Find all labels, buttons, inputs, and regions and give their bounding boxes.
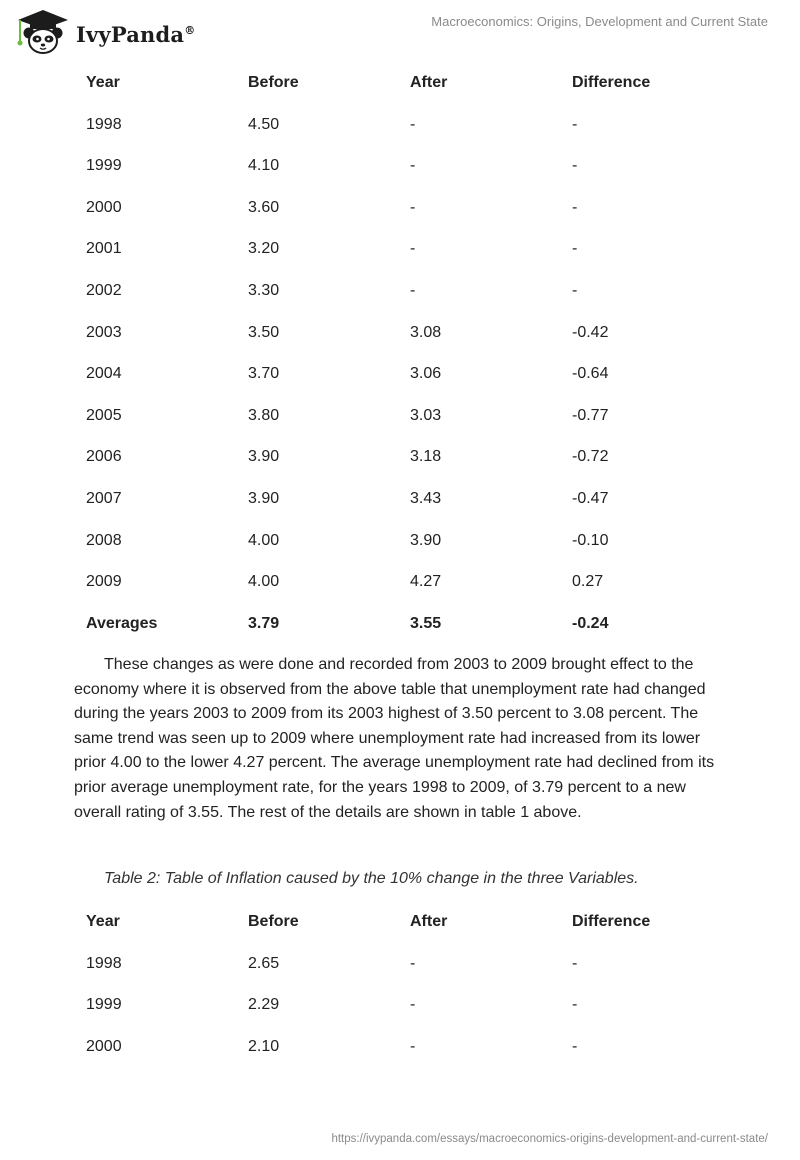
cell-difference: - [572,115,578,133]
column-header-year: Year [86,913,120,930]
cell-difference: - [572,954,578,972]
average-after: 3.55 [410,614,442,632]
column-header-difference: Difference [572,74,651,91]
table-row [86,228,766,270]
column-header-year: Year [86,74,120,91]
cell-before: 4.00 [248,573,280,591]
cell-year: 2008 [86,531,122,549]
cell-after: 3.03 [410,406,442,424]
table-row [86,561,766,603]
cell-before: 3.90 [248,448,280,466]
cell-after: 3.08 [410,323,442,341]
cell-after: - [410,954,416,972]
cell-year: 2004 [86,365,122,383]
cell-year: 2003 [86,323,122,341]
cell-before: 3.20 [248,240,280,258]
averages-row [86,603,766,645]
table-row [86,104,766,146]
averages-label: Averages [86,614,158,632]
cell-year: 2001 [86,240,122,258]
cell-difference: -0.72 [572,448,609,466]
table-row [86,395,766,437]
table-row [86,478,766,520]
cell-after: 3.18 [410,448,442,466]
table-header-row [86,62,766,104]
ivypanda-logo[interactable] [14,8,195,56]
cell-difference: -0.10 [572,531,609,549]
source-url[interactable]: https://ivypanda.com/essays/macroeconomics-origins-development-and-current-state/ [331,1133,768,1145]
table-row [86,520,766,562]
cell-before: 4.00 [248,531,280,549]
table-row [86,1026,766,1068]
logo-text: IvyPanda® [76,21,196,47]
cell-difference: -0.47 [572,489,609,507]
cell-difference: -0.77 [572,406,609,424]
column-header-before: Before [248,74,299,91]
cell-before: 2.10 [248,1037,280,1055]
average-before: 3.79 [248,614,280,632]
cell-difference: -0.64 [572,365,609,383]
cell-difference: - [572,1037,578,1055]
cell-before: 3.80 [248,406,280,424]
cell-after: 4.27 [410,573,442,591]
cell-year: 2005 [86,406,122,424]
cell-after: - [410,240,416,258]
cell-after: - [410,996,416,1014]
table-row [86,436,766,478]
cell-year: 2006 [86,448,122,466]
table-header-row [86,901,766,943]
column-header-after: After [410,913,448,930]
panda-graduate-icon [14,8,72,56]
cell-after: 3.06 [410,365,442,383]
table-row [86,145,766,187]
cell-before: 2.65 [248,954,280,972]
page-header [0,0,800,62]
cell-difference: -0.42 [572,323,609,341]
table-row [86,353,766,395]
cell-after: - [410,1037,416,1055]
cell-year: 2002 [86,281,122,299]
cell-difference: - [572,281,578,299]
table-row [86,270,766,312]
document-title: Macroeconomics: Origins, Development and Current State [431,14,768,29]
body-paragraph: These changes as were done and recorded from 2003 to 2009 brought effect to the economy where it is observed from the above table that unemployment rate had changed during the years 2003 to 2009 from its 2003 highest of 3.50 percent to 3.08 percent. The same trend was seen up to 2009 where unemployment rate had increased from its lower prior 4.00 to the lower 4.27 percent. The average unemployment rate had declined from its prior average unemployment rate, for the years 1998 to 2009, of 3.79 percent to a new overall rating of 3.55. The rest of the details are shown in table 1 above. [74,656,715,821]
cell-year: 2000 [86,198,122,216]
cell-year: 2000 [86,1037,122,1055]
table-row [86,187,766,229]
cell-after: 3.90 [410,531,442,549]
cell-difference: - [572,198,578,216]
column-header-before: Before [248,913,299,930]
cell-after: 3.43 [410,489,442,507]
inflation-table [86,901,766,1067]
cell-before: 3.30 [248,281,280,299]
cell-after: - [410,115,416,133]
table-row [86,312,766,354]
cell-year: 2007 [86,489,122,507]
cell-after: - [410,157,416,175]
cell-year: 1999 [86,996,122,1014]
cell-after: - [410,198,416,216]
cell-year: 2009 [86,573,122,591]
cell-before: 2.29 [248,996,280,1014]
cell-year: 1998 [86,115,122,133]
cell-before: 3.50 [248,323,280,341]
cell-before: 3.60 [248,198,280,216]
cell-difference: - [572,996,578,1014]
column-header-difference: Difference [572,913,651,930]
cell-difference: - [572,240,578,258]
table-row [86,984,766,1026]
table-2-caption: Table 2: Table of Inflation caused by the 10% change in the three Variables. [104,870,639,887]
cell-year: 1999 [86,157,122,175]
cell-difference: 0.27 [572,573,604,591]
cell-before: 3.90 [248,489,280,507]
cell-after: - [410,281,416,299]
cell-before: 4.10 [248,157,280,175]
column-header-after: After [410,74,448,91]
table-row [86,943,766,985]
cell-before: 3.70 [248,365,280,383]
cell-difference: - [572,157,578,175]
cell-year: 1998 [86,954,122,972]
average-difference: -0.24 [572,614,609,632]
cell-before: 4.50 [248,115,280,133]
unemployment-table [86,62,766,644]
